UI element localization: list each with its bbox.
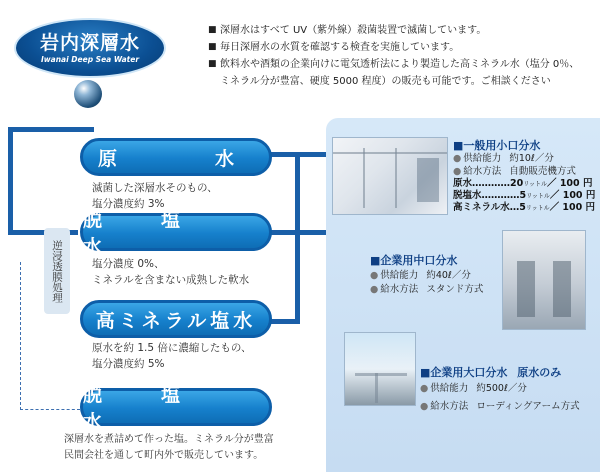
desc-line: 塩分濃度 0%、 [92,258,165,270]
stage-desalinated-water: 脱 塩 水 [80,213,272,251]
square-bullet-icon: ■ [208,25,217,35]
dashed-connector [20,262,21,410]
spec-value: 約500ℓ／分 [476,383,527,394]
photo-detail [553,261,571,317]
price-unit: リットル [525,205,550,212]
note-item [208,39,593,56]
pipe-right-v [295,152,300,324]
photo-loading-arm [344,332,416,406]
pipe-to-panel-top [300,152,326,157]
circle-bullet-icon: ● [370,284,379,295]
medium-supply-capacity [370,269,471,282]
stage-raw-water: 原 水 [80,138,272,176]
section-title-medium-lot: ■企業用中口分水 [370,254,458,267]
price-unit: リットル [523,181,548,188]
price-unit: リットル [526,193,550,200]
desc-line: 塩分濃度約 3% [92,198,165,210]
spec-value: スタンド方式 [426,284,484,295]
pipe-right-mid-h [270,230,326,235]
note-item-continuation [208,73,593,90]
price-value: ／ 100 円 [549,190,596,201]
water-drop-icon [74,80,102,108]
price-amount: 5 [519,202,526,213]
note-text: 毎日深層水の水質を確認する検査を実施しています。 [220,42,460,53]
photo-detail [395,148,397,208]
spec-value: 約40ℓ／分 [426,270,471,281]
price-name: 原水 [453,178,473,189]
note-text: 深層水はすべて UV（紫外線）殺菌装置で滅菌しています。 [220,25,487,36]
photo-detail [517,261,535,317]
note-text: 飲料水や酒類の企業向けに電気透析法により製造した高ミネラル水（塩分 0％、 [220,59,580,70]
desc-line: 塩分濃度約 5% [92,358,165,370]
photo-detail [417,158,439,202]
photo-detail [333,152,448,154]
section-title-note: 原水のみ [517,366,562,379]
price-name: 脱塩水 [453,190,482,201]
pipe-left-v [8,127,13,235]
section-title-text: ■企業用大口分水 [420,366,508,379]
stage-high-mineral-water-desc [92,340,251,372]
note-item [208,22,593,39]
price-name: 高ミネラル水 [453,202,510,213]
logo [14,18,166,78]
note-item [208,56,593,73]
photo-detail [375,373,378,403]
desc-line: 原水を約 1.5 倍に濃縮したもの、 [92,342,252,354]
section-title-large-lot [420,364,561,380]
spec-label: 給水方法 [380,284,419,295]
desc-line: 深層水を煮詰めて作った塩。ミネラル分が豊富 [64,434,274,445]
price-amount: 20 [510,178,524,189]
spec-label: 給水方法 [430,401,469,412]
price-leader: ………… [472,178,511,189]
square-bullet-icon: ■ [208,59,217,69]
spec-label: 給水方法 [463,166,502,177]
photo-detail [363,148,365,208]
logo-subtitle: Iwanai Deep Sea Water [40,55,140,64]
small-supply-capacity [453,152,554,165]
price-leader: … [509,202,520,213]
price-value: ／ 100 円 [549,202,596,213]
circle-bullet-icon: ● [420,401,429,412]
stage-desalinated-water-desc [92,256,249,288]
circle-bullet-icon: ● [453,153,462,164]
stage-salt-desc [64,432,274,464]
stage-high-mineral-water: 高ミネラル塩水 [80,300,272,338]
dashed-connector [20,409,80,410]
circle-bullet-icon: ● [420,383,429,394]
circle-bullet-icon: ● [370,270,379,281]
note-text: ミネラル分が豊富、硬度 5000 程度）の販売も可能です。ご相談ください [220,76,551,87]
photo-vending-station [332,137,448,215]
price-value: ／ 100 円 [547,178,593,189]
large-supply-capacity [420,382,527,395]
photo-detail [355,373,407,376]
section-title-small-lot: ■一般用小口分水 [453,139,541,152]
spec-value: 約10ℓ／分 [509,153,554,164]
notes-list [208,22,593,90]
desc-line: 滅菌した深層水そのもの、 [92,182,218,194]
spec-value: ローディングアーム方式 [476,401,580,412]
pipe-left-top-h [8,127,94,132]
desc-line: ミネラルを含まない成熟した軟水 [92,274,250,286]
photo-stand-station [502,230,586,330]
desc-line: 民間会社を通して町内外で販売しています。 [64,450,264,461]
circle-bullet-icon: ● [453,166,462,177]
spec-label: 供給能力 [380,270,419,281]
price-high-mineral-water [453,201,595,215]
square-bullet-icon: ■ [208,42,217,52]
spec-value: 自動販売機方式 [509,166,576,177]
price-amount: 5 [519,190,527,201]
price-leader: ………… [481,190,520,201]
reverse-osmosis-label: 逆浸透膜処理 [44,228,70,314]
spec-label: 供給能力 [463,153,502,164]
stage-salt: 脱 塩 水 [80,388,272,426]
large-supply-method [420,400,580,413]
medium-supply-method [370,283,483,296]
logo-title: 岩内深層水 [39,32,140,54]
spec-label: 供給能力 [430,383,469,394]
